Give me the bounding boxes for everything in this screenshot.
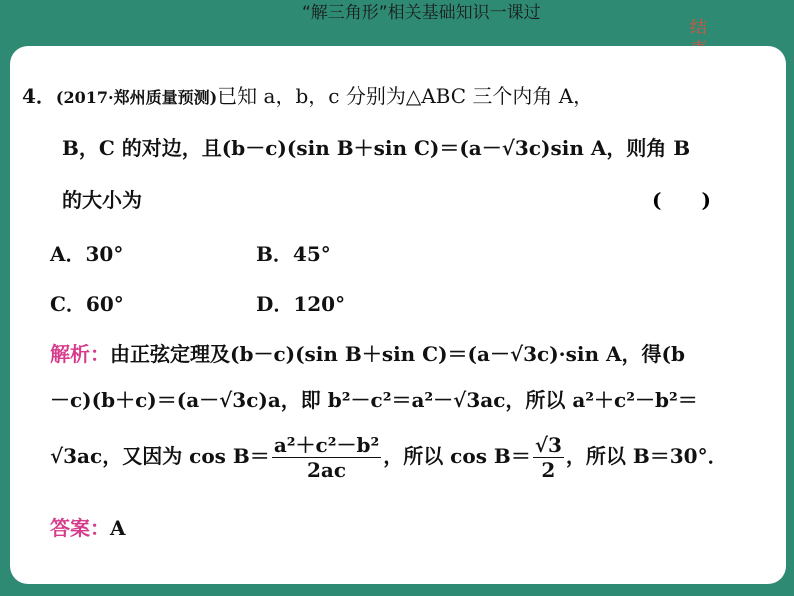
- fraction-numerator: a²＋c²－b²: [273, 433, 380, 457]
- fraction-cos-b: [272, 433, 381, 482]
- analysis-text-1: 由正弦定理及(b－c)(sin B＋sin C)＝(a－√3c)·sin A，得(b: [110, 342, 685, 366]
- question-text-1: 已知 a，b，c 分别为△ABC 三个内角 A，: [217, 84, 594, 108]
- answer-value: A: [110, 516, 126, 540]
- analysis-text-3a: √3ac，又因为 cos B＝: [50, 444, 270, 468]
- option-b: B．45°: [256, 242, 331, 266]
- option-d: D．120°: [256, 292, 346, 316]
- question-line-3: 的大小为: [62, 188, 142, 212]
- fraction-denominator: 2: [541, 458, 556, 482]
- slide-content: [10, 46, 786, 584]
- analysis-line-1: [50, 338, 685, 367]
- fraction-denominator: 2ac: [306, 458, 347, 482]
- page-title: “解三角形”相关基础知识一课过: [302, 3, 541, 23]
- question-number: 4．: [22, 84, 56, 108]
- question-line-1: [22, 80, 593, 109]
- analysis-text-3c: ，所以 B＝30°．: [565, 444, 728, 468]
- analysis-line-2: －c)(b＋c)＝(a－√3c)a，即 b²－c²＝a²－√3ac，所以 a²＋c²－b²＝: [50, 388, 698, 412]
- analysis-text-3b: ，所以 cos B＝: [383, 444, 531, 468]
- end-button[interactable]: 结: [690, 18, 707, 38]
- analysis-line-3: [50, 432, 728, 482]
- question-line-2: B，C 的对边，且(b－c)(sin B＋sin C)＝(a－√3c)sin A，则角 B: [62, 136, 691, 160]
- option-a: A．30°: [50, 242, 124, 266]
- answer-label: 答案：: [50, 516, 110, 540]
- question-source: (2017·郑州质量预测): [55, 88, 218, 107]
- option-c: C．60°: [50, 292, 124, 316]
- analysis-label: 解析：: [50, 342, 110, 366]
- answer-blank: ( ): [652, 188, 711, 212]
- answer-line: [50, 512, 126, 541]
- fraction-root3-over-2: [533, 433, 564, 482]
- fraction-numerator: √3: [534, 433, 562, 457]
